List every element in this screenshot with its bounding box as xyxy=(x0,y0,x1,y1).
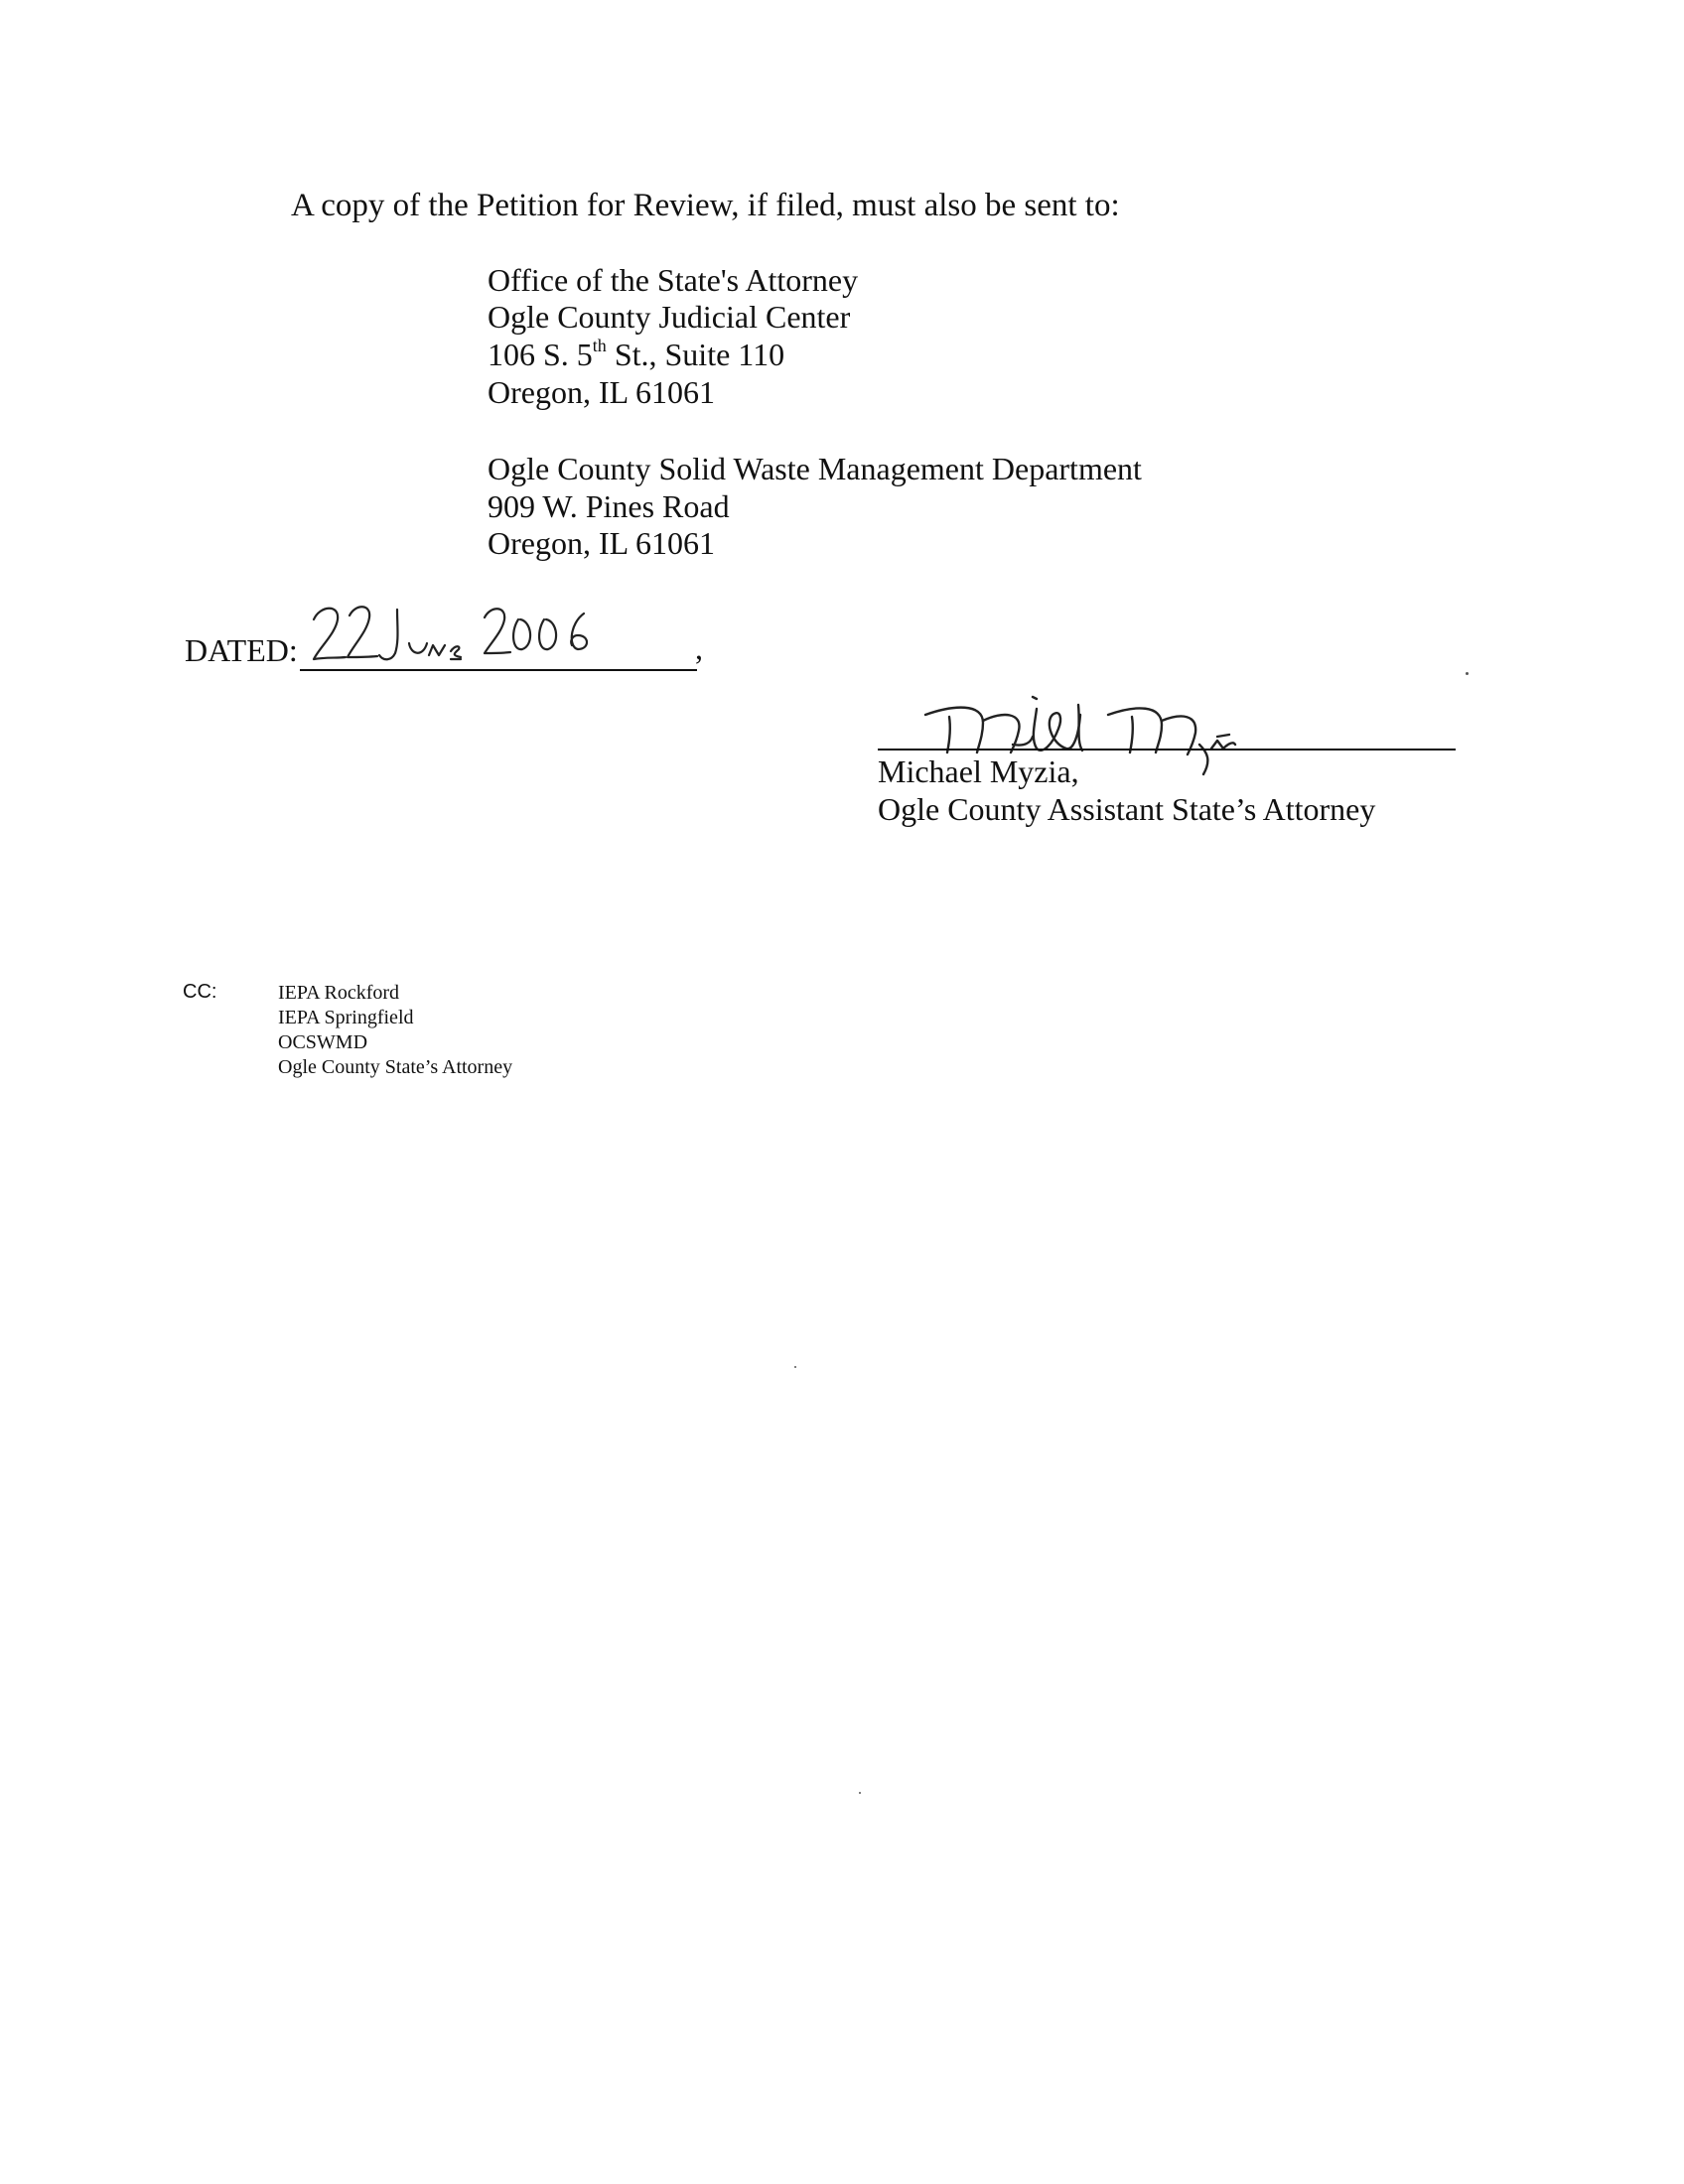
handwritten-date xyxy=(306,586,703,675)
dated-comma: , xyxy=(695,630,703,666)
recipient-2-line-1: Ogle County Solid Waste Management Department xyxy=(488,451,1142,486)
cc-item: IEPA Springfield xyxy=(278,1007,414,1028)
signature-line xyxy=(878,749,1456,751)
cc-item: OCSWMD xyxy=(278,1031,368,1053)
recipient-1-line-1: Office of the State's Attorney xyxy=(488,262,859,298)
signer-title: Ogle County Assistant State’s Attorney xyxy=(878,791,1376,827)
scan-speck xyxy=(1466,672,1469,675)
street-rest: St., Suite 110 xyxy=(606,337,785,372)
cc-item: IEPA Rockford xyxy=(278,982,400,1004)
recipient-2-line-3: Oregon, IL 61061 xyxy=(488,525,715,561)
recipient-1-line-2: Ogle County Judicial Center xyxy=(488,299,851,335)
signer-name: Michael Myzia, xyxy=(878,753,1079,789)
dated-label: DATED: xyxy=(185,632,298,668)
recipient-1-city: Oregon, IL 61061 xyxy=(488,374,715,410)
street-number: 106 S. 5 xyxy=(488,337,593,372)
intro-text: A copy of the Petition for Review, if filed, must also be sent to: xyxy=(291,188,1120,223)
recipient-2-line-2: 909 W. Pines Road xyxy=(488,488,730,524)
recipient-1-street xyxy=(488,336,784,378)
cc-item: Ogle County State’s Attorney xyxy=(278,1056,513,1078)
street-ordinal: th xyxy=(592,336,607,355)
cc-label: CC: xyxy=(183,981,217,1003)
scan-speck xyxy=(859,1792,861,1794)
scan-speck xyxy=(794,1366,796,1368)
